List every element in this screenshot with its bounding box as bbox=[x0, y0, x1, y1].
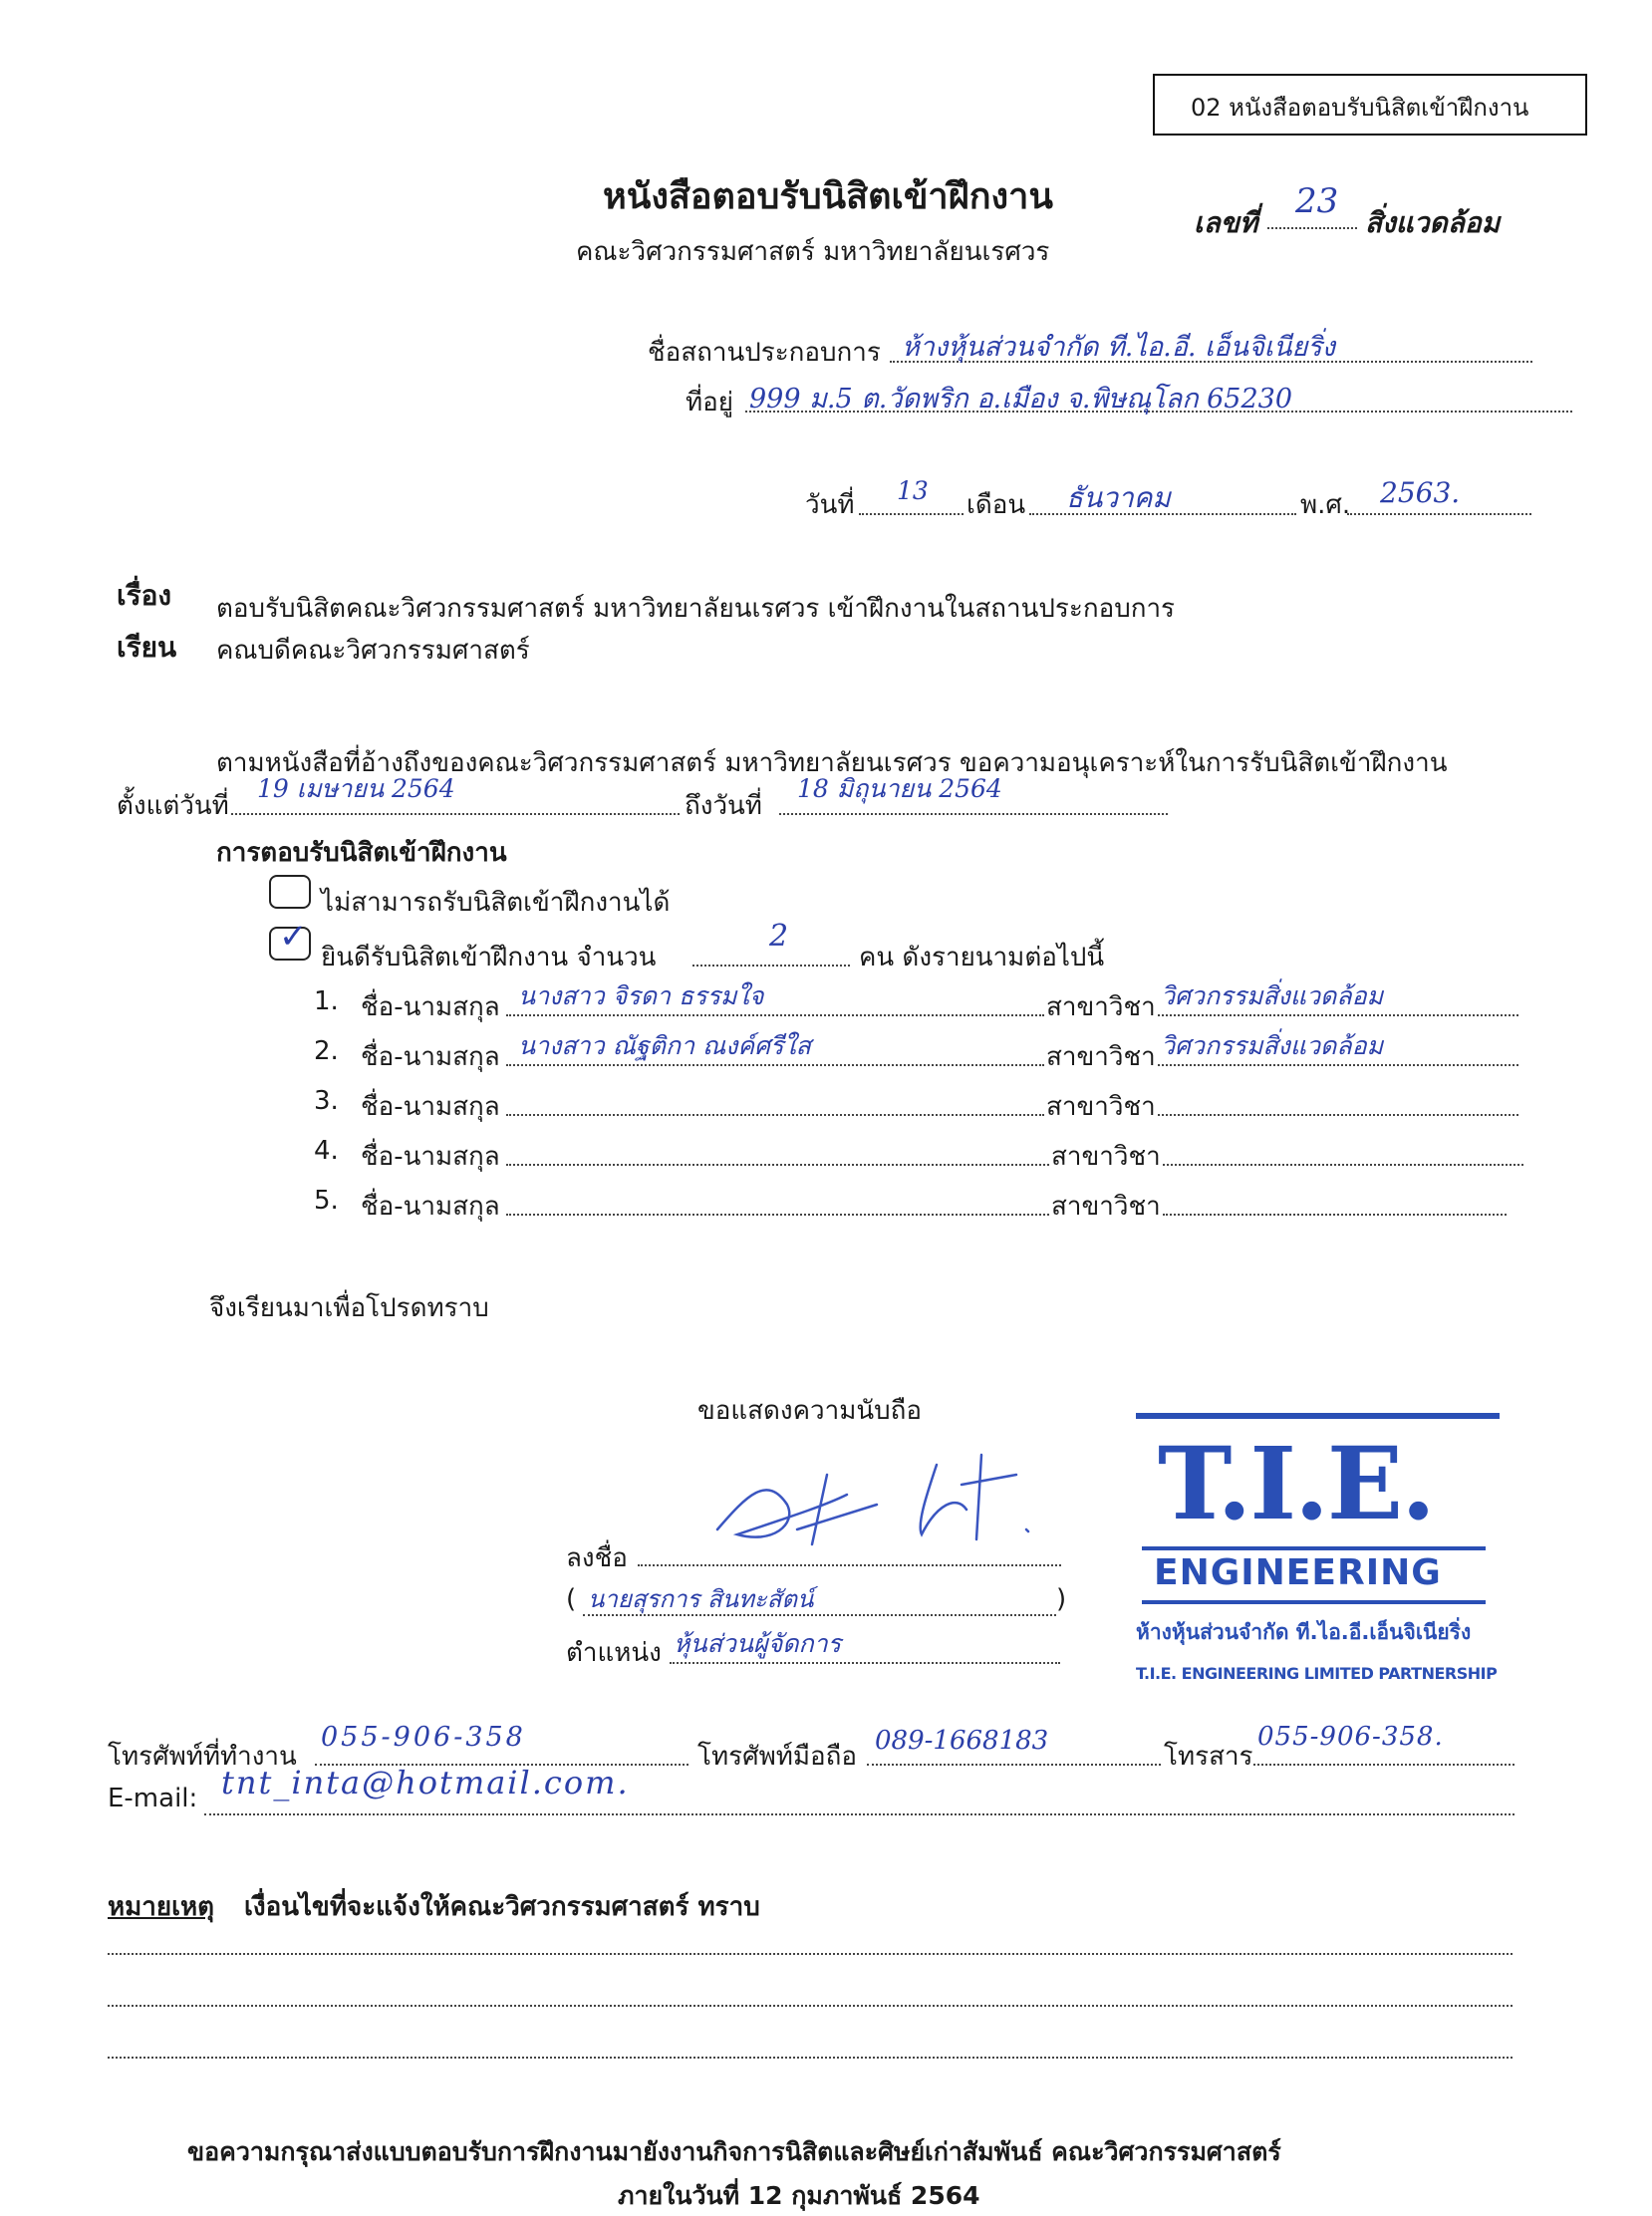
to-label: ถึงวันที่ bbox=[685, 791, 762, 821]
date-year-label: พ.ศ. bbox=[1300, 490, 1351, 520]
sign-dots bbox=[638, 1564, 1061, 1566]
student-name-dots bbox=[506, 1214, 1049, 1216]
fax-dots bbox=[1253, 1764, 1514, 1766]
footer-line-1: ขอความกรุณาส่งแบบตอบรับการฝึกงานมายังงานกิจการนิสิตและศิษย์เก่าสัมพันธ์ คณะวิศวกรรมศาสตร์ bbox=[187, 2137, 1281, 2166]
number-label: เลขที่ bbox=[1194, 206, 1258, 239]
closing: จึงเรียนมาเพื่อโปรดทราบ bbox=[209, 1293, 489, 1323]
student-major-dots bbox=[1158, 1114, 1518, 1116]
document-subtitle: คณะวิศวกรรมศาสตร์ มหาวิทยาลัยนเรศวร bbox=[576, 237, 1050, 267]
accept-option: ยินดีรับนิสิตเข้าฝึกงาน จำนวน bbox=[321, 943, 657, 972]
from-dots bbox=[231, 813, 680, 815]
reject-option: ไม่สามารถรับนิสิตเข้าฝึกงานได้ bbox=[321, 888, 671, 918]
work-phone: 055-906-358 bbox=[321, 1722, 526, 1753]
mobile-dots bbox=[867, 1764, 1161, 1766]
sign-open-paren: ( bbox=[566, 1584, 577, 1614]
student-name-dots bbox=[506, 1164, 1049, 1166]
date-day-dots bbox=[859, 513, 964, 515]
count-unit: คน ดังรายนามต่อไปนี้ bbox=[859, 943, 1105, 972]
student-major: วิศวกรรมสิ่งแวดล้อม bbox=[1161, 1031, 1384, 1060]
reject-checkbox[interactable] bbox=[269, 875, 311, 909]
number-suffix: สิ่งแวดล้อม bbox=[1365, 206, 1501, 239]
stamp-thai: ห้างหุ้นส่วนจำกัด ที.ไอ.อี.เอ็นจิเนียริ่ง bbox=[1136, 1620, 1472, 1644]
student-name-dots bbox=[506, 1114, 1044, 1116]
note-line-2 bbox=[108, 2005, 1513, 2007]
company-stamp bbox=[1136, 1413, 1500, 1697]
regards: ขอแสดงความนับถือ bbox=[697, 1396, 922, 1426]
to-dots bbox=[779, 813, 1168, 815]
student-name: นางสาว จิรดา ธรรมใจ bbox=[518, 981, 764, 1010]
mobile: 089-1668183 bbox=[875, 1726, 1049, 1756]
acceptance-heading: การตอบรับนิสิตเข้าฝึกงาน bbox=[216, 838, 507, 868]
stamp-english: T.I.E. ENGINEERING LIMITED PARTNERSHIP bbox=[1136, 1664, 1498, 1683]
student-major-label: สาขาวิชา bbox=[1051, 1142, 1161, 1172]
student-name-label: ชื่อ-นามสกุล bbox=[361, 1142, 500, 1172]
student-name-label: ชื่อ-นามสกุล bbox=[361, 1092, 500, 1122]
body-paragraph: ตามหนังสือที่อ้างถึงของคณะวิศวกรรมศาสตร์ มหาวิทยาลัยนเรศวร ขอความอนุเคราะห์ในการรับนิสิตเข้าฝึกงาน bbox=[216, 748, 1448, 778]
note-line-3 bbox=[108, 2057, 1513, 2059]
email-dots bbox=[204, 1813, 1514, 1815]
note-line-1 bbox=[108, 1953, 1513, 1955]
address-label: ที่อยู่ bbox=[686, 388, 733, 417]
student-no: 3. bbox=[314, 1086, 339, 1116]
date-day-label: วันที่ bbox=[805, 490, 855, 520]
position-value: หุ้นส่วนผู้จัดการ bbox=[674, 1629, 842, 1658]
sign-close-paren: ) bbox=[1056, 1584, 1067, 1614]
date-year: 2563. bbox=[1380, 476, 1461, 509]
student-major-label: สาขาวิชา bbox=[1046, 1092, 1156, 1122]
subject-value: ตอบรับนิสิตคณะวิศวกรรมศาสตร์ มหาวิทยาลัยนเรศวร เข้าฝึกงานในสถานประกอบการ bbox=[216, 594, 1176, 624]
email-label: E-mail: bbox=[108, 1784, 198, 1813]
stamp-top-rule bbox=[1136, 1413, 1500, 1419]
stamp-brand: T.I.E. bbox=[1158, 1425, 1434, 1542]
stamp-sub: ENGINEERING bbox=[1154, 1552, 1442, 1593]
date-month-label: เดือน bbox=[966, 490, 1026, 520]
date-month: ธันวาคม bbox=[1066, 481, 1171, 514]
accept-count: 2 bbox=[769, 919, 789, 954]
student-major-dots bbox=[1163, 1164, 1523, 1166]
fax-label: โทรสาร bbox=[1164, 1742, 1253, 1772]
student-no: 5. bbox=[314, 1186, 339, 1216]
accept-check-mark: ✓ bbox=[279, 917, 308, 957]
footer-line-2: ภายในวันที่ 12 กุมภาพันธ์ 2564 bbox=[618, 2181, 980, 2210]
position-label: ตำแหน่ง bbox=[566, 1638, 662, 1668]
date-day: 13 bbox=[897, 476, 929, 505]
company-value: ห้างหุ้นส่วนจำกัด ที.ไอ.อี. เอ็นจิเนียริ่ง bbox=[902, 332, 1335, 363]
student-major-label: สาขาวิชา bbox=[1046, 1042, 1156, 1072]
note-label: หมายเหตุ bbox=[108, 1892, 215, 1922]
student-major-label: สาขาวิชา bbox=[1046, 992, 1156, 1022]
number-dots bbox=[1267, 227, 1357, 229]
recipient-label: เรียน bbox=[117, 631, 177, 664]
student-no: 4. bbox=[314, 1136, 339, 1166]
count-dots bbox=[692, 965, 850, 967]
student-name-label: ชื่อ-นามสกุล bbox=[361, 1192, 500, 1222]
student-no: 2. bbox=[314, 1036, 339, 1066]
to-value: 18 มิถุนายน 2564 bbox=[797, 774, 1002, 803]
student-name-label: ชื่อ-นามสกุล bbox=[361, 992, 500, 1022]
note-text: เงื่อนไขที่จะแจ้งให้คณะวิศวกรรมศาสตร์ ทราบ bbox=[244, 1892, 760, 1922]
address-value: 999 ม.5 ต.วัดพริก อ.เมือง จ.พิษณุโลก 65230 bbox=[749, 384, 1293, 415]
student-name: นางสาว ณัฐติกา ณงค์ศรีใส bbox=[518, 1031, 811, 1060]
subject-label: เรื่อง bbox=[117, 579, 172, 612]
signer-name: นายสุรการ สินทะสัตน์ bbox=[588, 1585, 814, 1613]
date-year-dots bbox=[1347, 513, 1531, 515]
signature-scribble bbox=[678, 1435, 1046, 1554]
student-major-dots bbox=[1163, 1214, 1507, 1216]
recipient-value: คณบดีคณะวิศวกรรมศาสตร์ bbox=[216, 636, 530, 666]
fax: 055-906-358. bbox=[1257, 1722, 1444, 1752]
form-code: 02 หนังสือตอบรับนิสิตเข้าฝึกงาน bbox=[1191, 94, 1529, 122]
sign-label: ลงชื่อ bbox=[566, 1543, 628, 1573]
from-value: 19 เมษายน 2564 bbox=[257, 774, 455, 803]
number-value: 23 bbox=[1295, 181, 1339, 221]
student-no: 1. bbox=[314, 986, 339, 1016]
student-major: วิศวกรรมสิ่งแวดล้อม bbox=[1161, 981, 1384, 1010]
mobile-label: โทรศัพท์มือถือ bbox=[697, 1742, 857, 1772]
company-label: ชื่อสถานประกอบการ bbox=[648, 338, 881, 368]
document-title: หนังสือตอบรับนิสิตเข้าฝึกงาน bbox=[603, 176, 1053, 217]
work-phone-label: โทรศัพท์ที่ทำงาน bbox=[108, 1742, 297, 1772]
student-major-label: สาขาวิชา bbox=[1051, 1192, 1161, 1222]
student-name-label: ชื่อ-นามสกุล bbox=[361, 1042, 500, 1072]
from-label: ตั้งแต่วันที่ bbox=[117, 791, 229, 821]
email: tnt_inta@hotmail.com. bbox=[221, 1764, 630, 1801]
